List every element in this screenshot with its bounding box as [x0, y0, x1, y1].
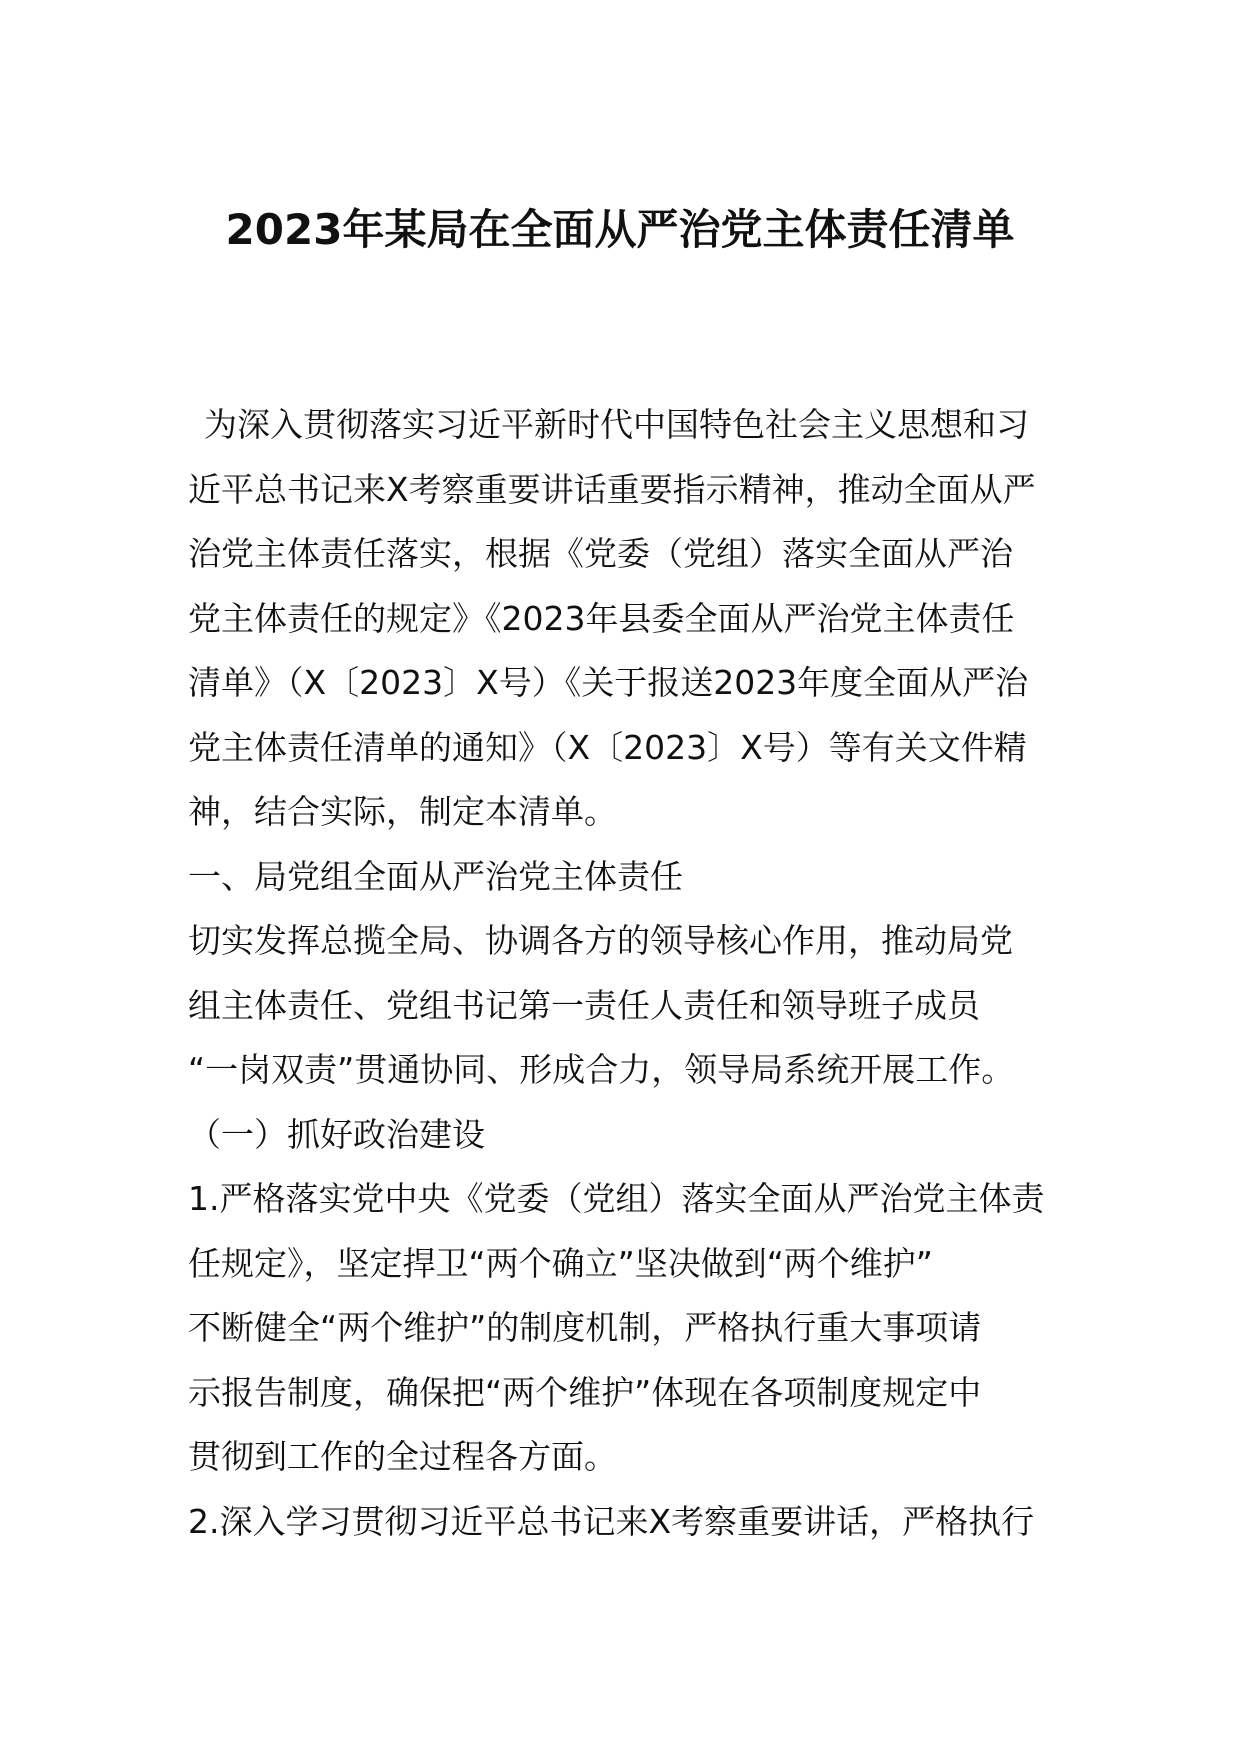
paragraph-line: 党主体责任的规定》《2023年县委全面从严治党主体责任 [188, 598, 1015, 638]
list-item-line: 示报告制度，确保把“两个维护”体现在各项制度规定中 [188, 1372, 982, 1412]
paragraph-line: 治党主体责任落实，根据《党委（党组）落实全面从严治 [188, 534, 1013, 573]
list-item-line: 1.严格落实党中央《党委（党组）落实全面从严治党主体责 [188, 1179, 1045, 1218]
paragraph-line: 党主体责任清单的通知》（X〔2023〕X号）等有关文件精 [188, 727, 1027, 767]
paragraph-line: 组主体责任、党组书记第一责任人责任和领导班子成员 [188, 985, 980, 1025]
list-item-line: 贯彻到工作的全过程各方面。 [188, 1437, 617, 1476]
list-item-line: 任规定》，坚定捍卫“两个确立”坚决做到“两个维护” [188, 1243, 933, 1283]
paragraph-line: 切实发挥总揽全局、协调各方的领导核心作用，推动局党 [188, 921, 1013, 960]
subsection-heading: （一）抓好政治建设 [188, 1114, 485, 1154]
paragraph-line: 神，结合实际，制定本清单。 [188, 792, 617, 831]
list-item-line: 不断健全“两个维护”的制度机制，严格执行重大事项请 [188, 1308, 982, 1347]
list-item-line: 2.深入学习贯彻习近平总书记来X考察重要讲话，严格执行 [188, 1501, 1035, 1541]
document-title: 2023年某局在全面从严治党主体责任清单 [225, 205, 1015, 254]
document-body [188, 393, 1068, 1554]
paragraph-line: “一岗双责”贯通协同、形成合力，领导局系统开展工作。 [188, 1050, 1015, 1089]
paragraph-line: 清单》（X〔2023〕X号）《关于报送2023年度全面从严治 [188, 663, 1029, 702]
paragraph-line: 为深入贯彻落实习近平新时代中国特色社会主义思想和习 [204, 405, 1029, 444]
paragraph-line: 近平总书记来X考察重要讲话重要指示精神，推动全面从严 [188, 469, 1036, 509]
section-heading: 一、局党组全面从严治党主体责任 [188, 856, 683, 896]
